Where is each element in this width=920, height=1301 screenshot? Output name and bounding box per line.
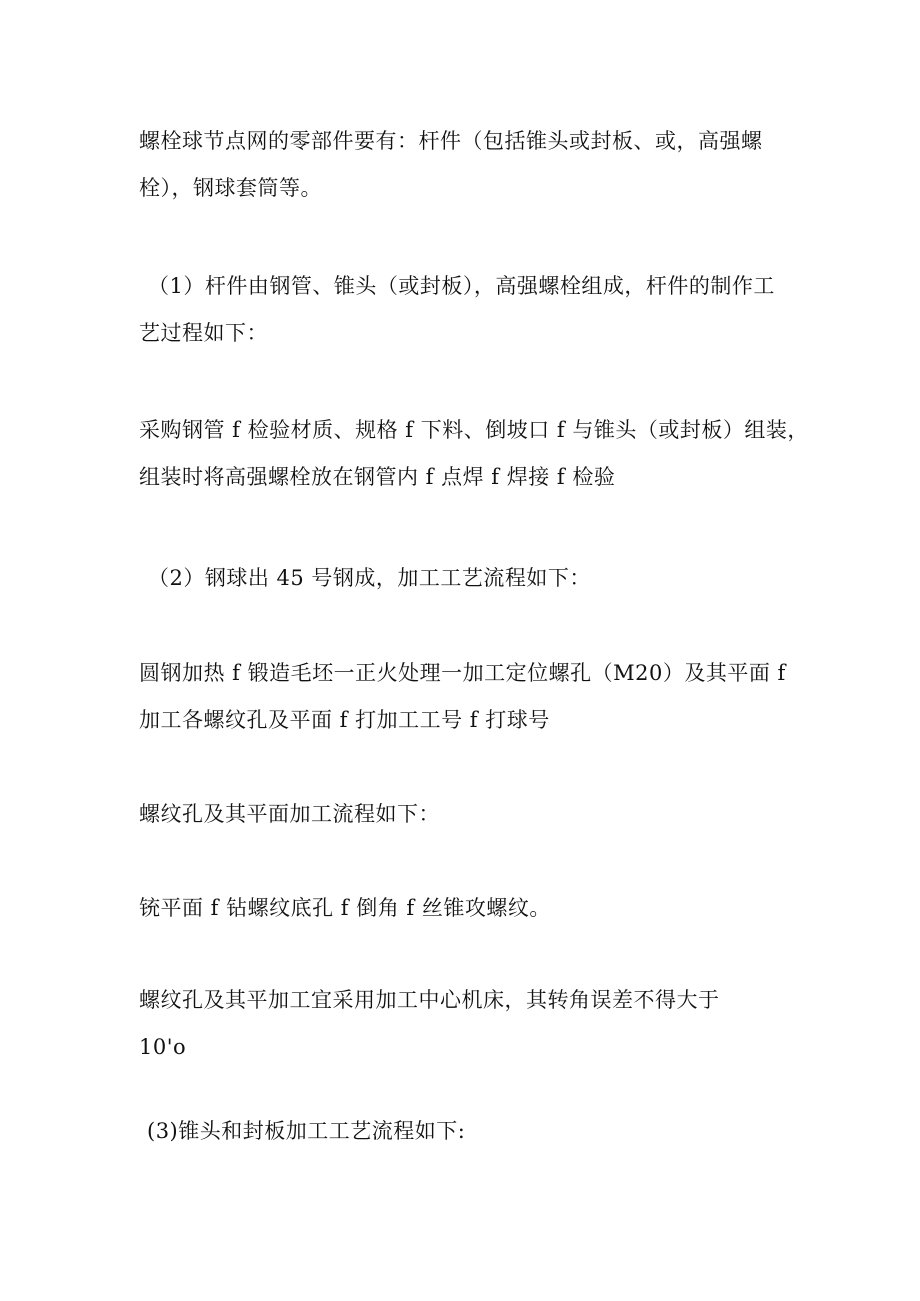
paragraph-2-line-2: 艺过程如下： — [139, 321, 268, 345]
paragraph-4-line-1: （2）钢球出 45 号钢成，加工工艺流程如下： — [148, 566, 591, 590]
paragraph-1-line-1: 螺栓球节点网的零部件要有：杆件（包括锥头或封板、或，高强螺 — [139, 129, 763, 153]
paragraph-3-line-1: 采购钢管 f 检验材质、规格 f 下料、倒坡口 f 与锥头（或封板）组装， — [139, 418, 809, 442]
paragraph-6-line-1: 螺纹孔及其平面加工流程如下： — [139, 802, 440, 826]
paragraph-5-line-2: 加工各螺纹孔及平面 f 打加工工号 f 打球号 — [139, 708, 550, 732]
paragraph-5-line-1: 圆钢加热 f 锻造毛坯一正火处理一加工定位螺孔（M20）及其平面 f — [139, 661, 786, 685]
paragraph-2-line-1: （1）杆件由钢管、锥头（或封板），高强螺栓组成，杆件的制作工 — [148, 274, 775, 298]
paragraph-8-line-1: 螺纹孔及其平加工宜采用加工中心机床，其转角误差不得大于 — [139, 988, 720, 1012]
paragraph-3-line-2: 组装时将高强螺栓放在钢管内 f 点焊 f 焊接 f 检验 — [139, 465, 616, 489]
paragraph-1-line-2: 栓），钢球套筒等。 — [139, 176, 322, 200]
paragraph-7-line-1: 铳平面 f 钻螺纹底孔 f 倒角 f 丝锥攻螺纹。 — [139, 896, 551, 920]
paragraph-9-line-1: (3)锥头和封板加工工艺流程如下: — [147, 1119, 466, 1143]
paragraph-8-line-2: 10'o — [139, 1035, 187, 1059]
